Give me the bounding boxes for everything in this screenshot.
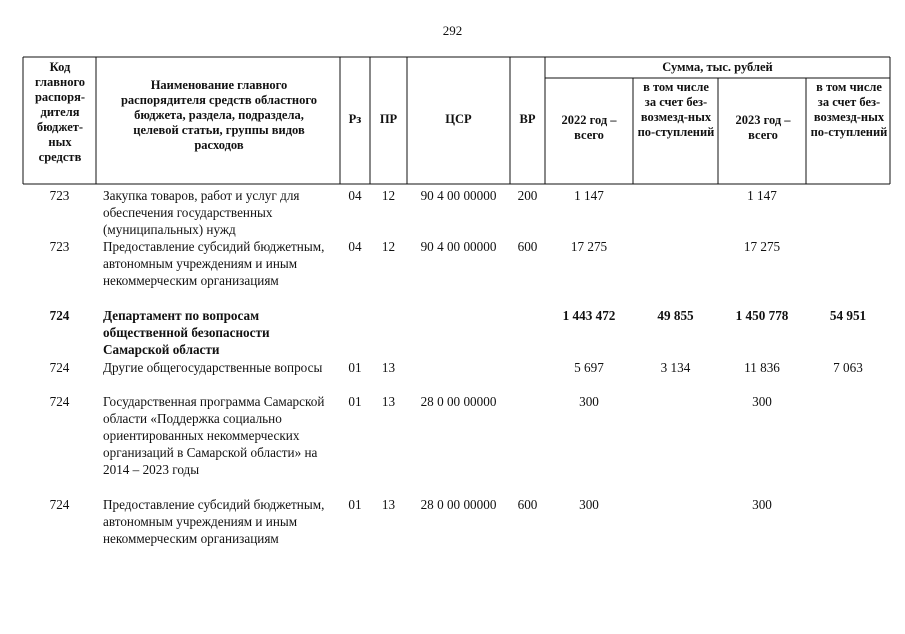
row-name: Предоставление субсидий бюджетным, автономным учреждениям и иным некоммерческим организациям: [103, 239, 325, 288]
row-sum-2022: 1 443 472: [562, 308, 616, 323]
row-gratuitous-2023: 7 063: [833, 360, 863, 375]
row-gratuitous-2022: 3 134: [660, 360, 691, 375]
row-sum-2023: 300: [752, 394, 772, 409]
header-csr: ЦСР: [445, 112, 472, 126]
row-name: Закупка товаров, работ и услуг для обеспечения государственных (муниципальных) нужд: [103, 188, 300, 237]
row-vr: 600: [517, 497, 538, 512]
row-pr: 13: [381, 497, 396, 512]
row-rz: 01: [348, 360, 362, 375]
row-sum-2023: 1 450 778: [735, 308, 789, 323]
header-name: Наименование главного распорядителя средств областного бюджета, раздела, подраздела, целевой статьи, группы видов расходов: [120, 78, 317, 152]
row-code: 723: [49, 188, 70, 203]
row-sum-2022: 300: [579, 497, 599, 512]
row-pr: 13: [381, 394, 396, 409]
row-gratuitous-2023: 54 951: [829, 308, 867, 323]
header-vr: ВР: [519, 112, 536, 126]
header-sum-group: Сумма, тыс. рублей: [662, 60, 773, 74]
row-vr: 200: [517, 188, 538, 203]
row-pr: 13: [381, 360, 396, 375]
row-sum-2023: 1 147: [747, 188, 777, 203]
row-rz: 01: [348, 394, 362, 409]
row-name: Предоставление субсидий бюджетным, автономным учреждениям и иным некоммерческим организациям: [103, 497, 325, 546]
row-rz: 04: [348, 188, 362, 203]
row-code: 724: [49, 308, 70, 323]
row-code: 724: [49, 394, 70, 409]
row-sum-2022: 1 147: [574, 188, 604, 203]
row-sum-2022: 17 275: [570, 239, 608, 254]
row-name: Другие общегосударственные вопросы: [103, 360, 323, 375]
row-pr: 12: [381, 239, 396, 254]
row-sum-2022: 5 697: [574, 360, 604, 375]
row-csr: 90 4 00 00000: [420, 239, 497, 254]
row-vr: 600: [517, 239, 538, 254]
header-2022-gratuitous: в том числе за счет без-возмезд-ных по-ступлений: [637, 80, 715, 139]
header-pr: ПР: [379, 112, 398, 126]
header-code: Код главного распоря-дителя бюджет-ных средств: [34, 60, 86, 164]
row-name: Государственная программа Самарской области «Поддержка социально ориентированных некоммерческих организаций в Самарской области» на 2014 – 2023 годы: [103, 394, 325, 477]
row-gratuitous-2022: 49 855: [657, 308, 694, 323]
row-csr: 90 4 00 00000: [420, 188, 497, 203]
row-csr: 28 0 00 00000: [420, 394, 497, 409]
row-sum-2023: 11 836: [744, 360, 780, 375]
row-sum-2023: 17 275: [743, 239, 781, 254]
row-code: 723: [49, 239, 70, 254]
row-pr: 12: [381, 188, 396, 203]
row-code: 724: [49, 360, 70, 375]
row-sum-2022: 300: [579, 394, 599, 409]
header-rz: Рз: [348, 112, 362, 126]
row-csr: 28 0 00 00000: [420, 497, 497, 512]
header-2023-total: 2023 год – всего: [735, 113, 791, 142]
row-name: Департамент по вопросам общественной безопасности Самарской области: [103, 308, 270, 357]
header-2022-total: 2022 год – всего: [561, 113, 617, 142]
row-rz: 04: [348, 239, 362, 254]
row-code: 724: [49, 497, 70, 512]
page-number: 292: [442, 23, 463, 38]
row-rz: 01: [348, 497, 362, 512]
header-2023-gratuitous: в том числе за счет без-возмезд-ных по-ступлений: [810, 80, 888, 139]
row-sum-2023: 300: [752, 497, 772, 512]
